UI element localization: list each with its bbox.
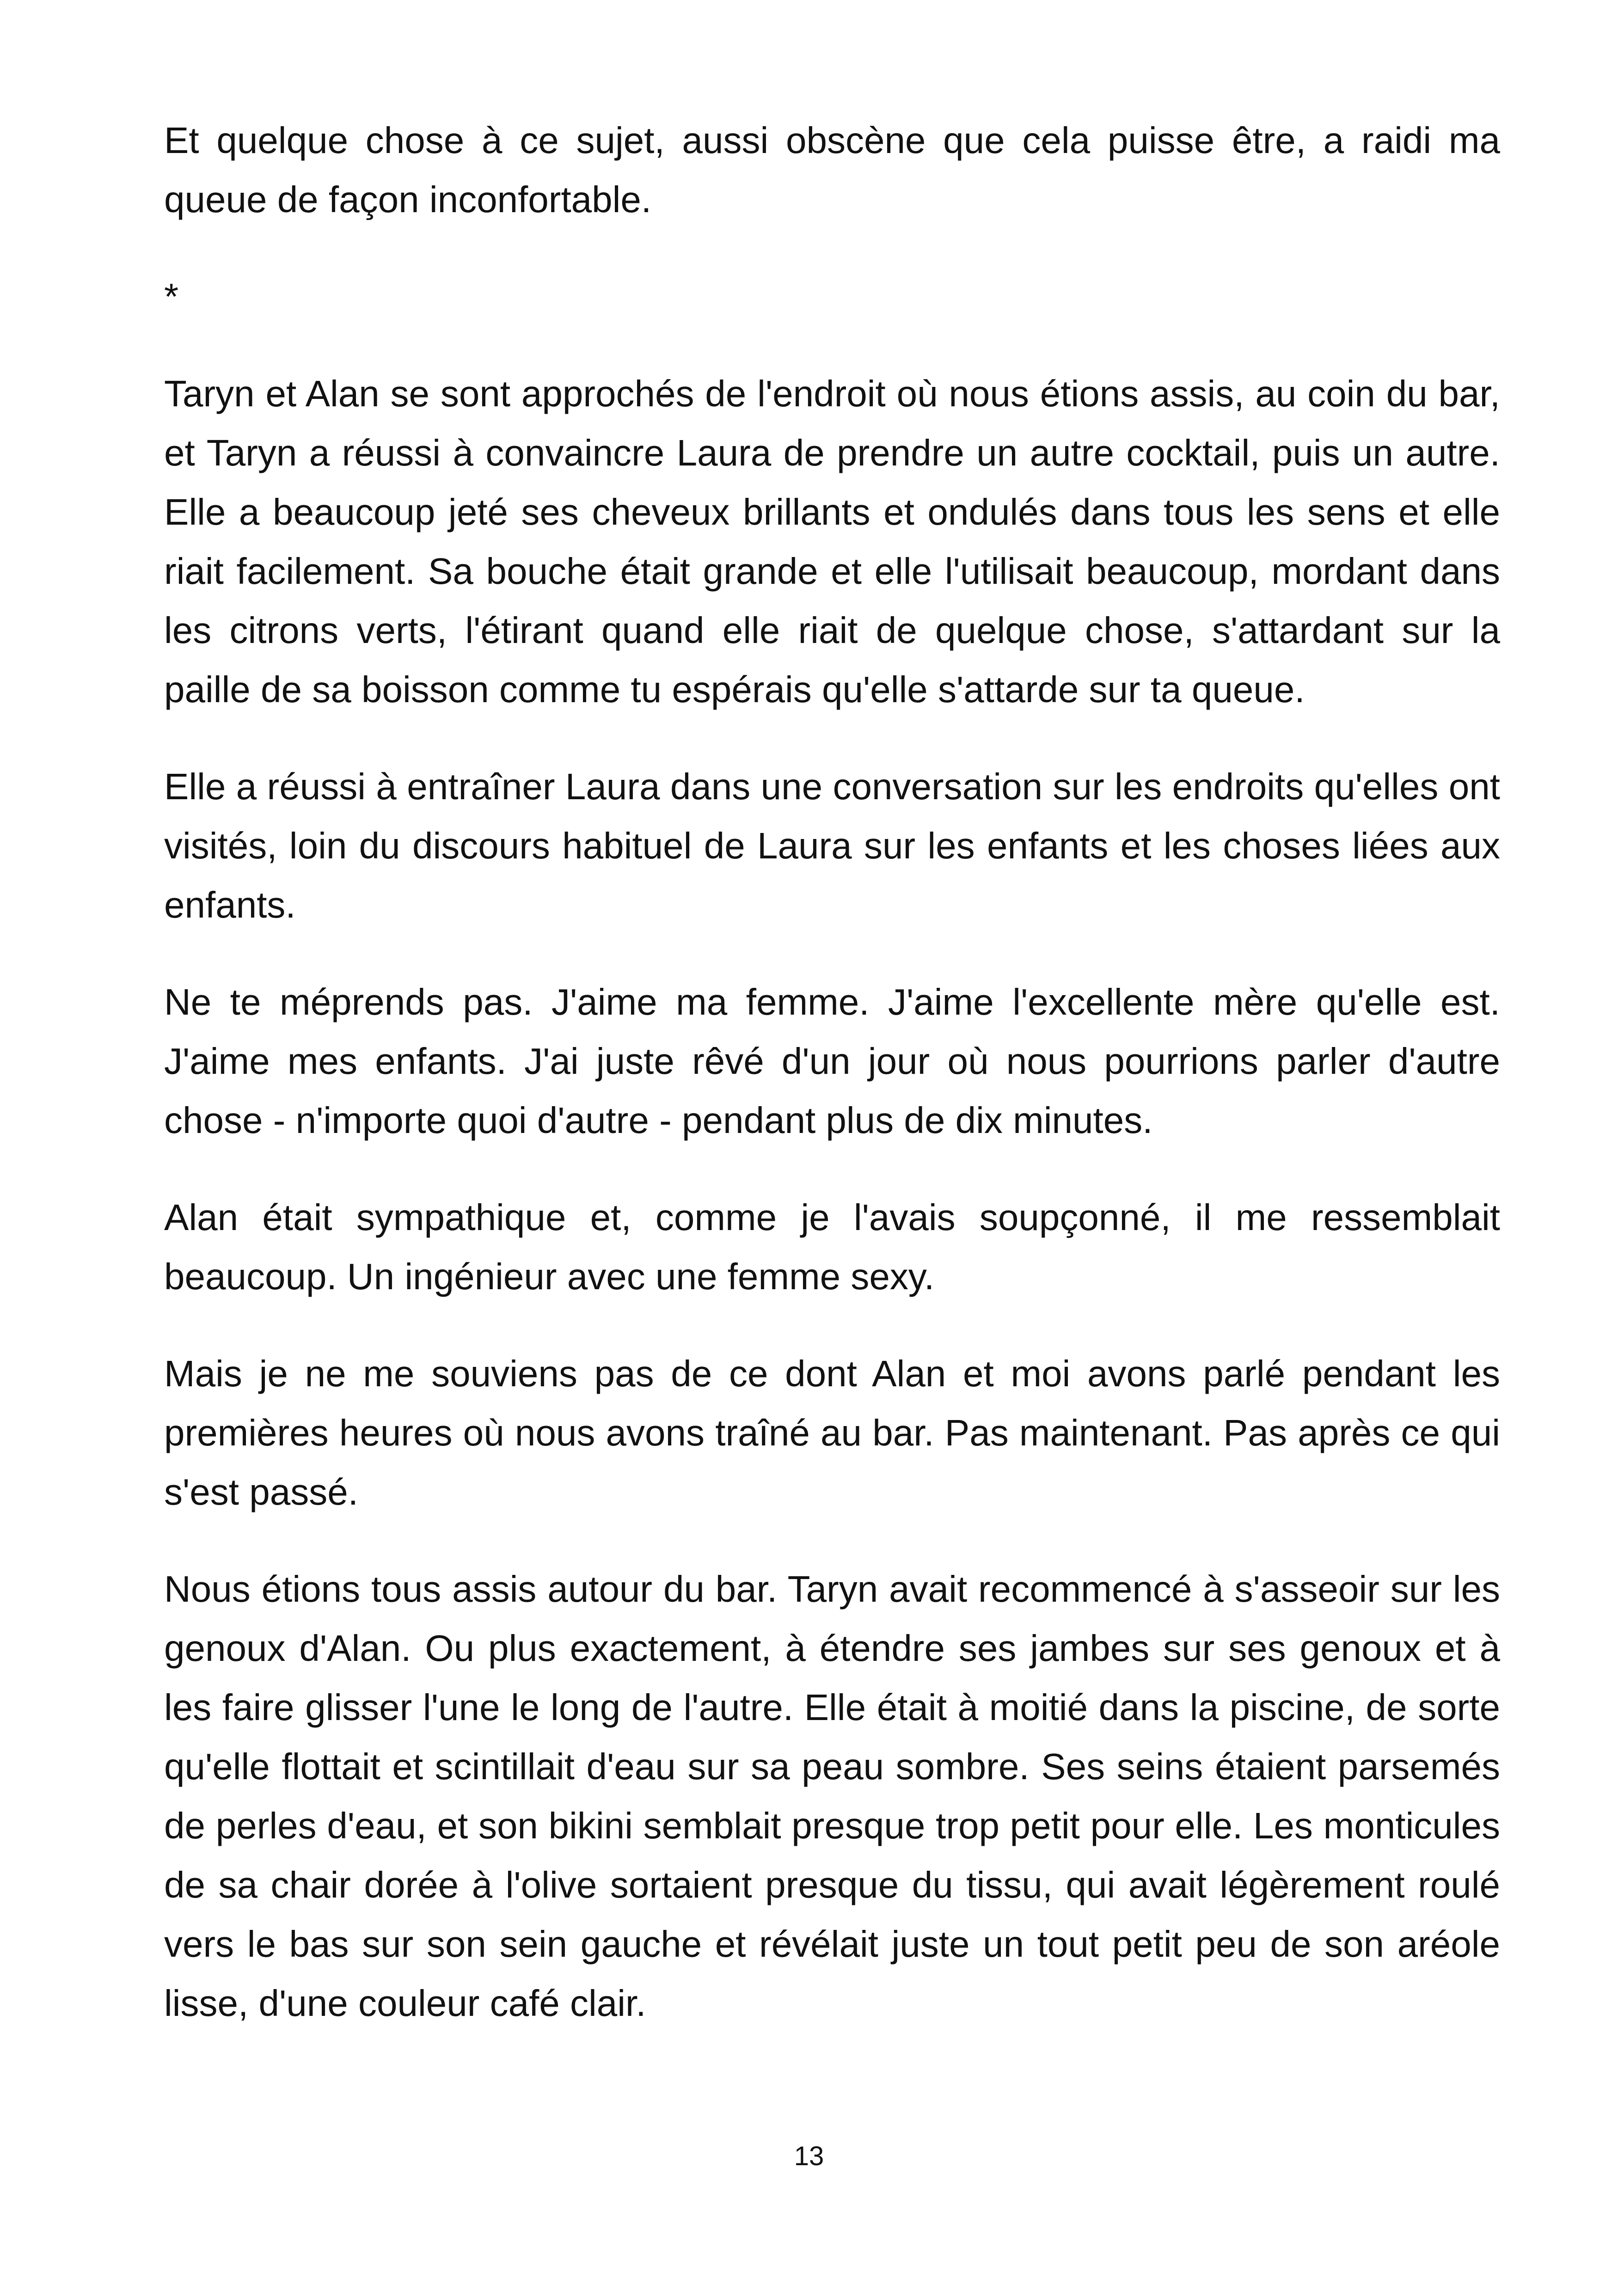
paragraph: Alan était sympathique et, comme je l'avais soupçonné, il me ressemblait beaucoup. Un ingénieur avec une femme sexy.	[164, 1197, 1500, 1297]
paragraph: Et quelque chose à ce sujet, aussi obscène que cela puisse être, a raidi ma queue de façon inconfortable.	[164, 120, 1500, 220]
paragraph: Elle a réussi à entraîner Laura dans une conversation sur les endroits qu'elles ont visités, loin du discours habituel de Laura sur les enfants et les choses liées aux enfants.	[164, 766, 1500, 925]
paragraph: Mais je ne me souviens pas de ce dont Alan et moi avons parlé pendant les premières heures où nous avons traîné au bar. Pas maintenant. Pas après ce qui s'est passé.	[164, 1353, 1500, 1512]
paragraph: Nous étions tous assis autour du bar. Taryn avait recommencé à s'asseoir sur les genoux d'Alan. Ou plus exactement, à étendre ses jambes sur ses genoux et à les faire glisser l'une le long de l'autre. Elle était à moitié dans la piscine, de sorte qu'elle flottait et scintillait d'eau sur sa peau sombre. Ses seins étaient parsemés de perles d'eau, et son bikini semblait presque trop petit pour elle. Les monticules de sa chair dorée à l'olive sortaient presque du tissu, qui avait légèrement roulé vers le bas sur son sein gauche et révélait juste un tout petit peu de son aréole lisse, d'une couleur café clair.	[164, 1568, 1500, 2024]
page-number: 13	[794, 2141, 824, 2171]
paragraph: Ne te méprends pas. J'aime ma femme. J'aime l'excellente mère qu'elle est. J'aime mes enfants. J'ai juste rêvé d'un jour où nous pourrions parler d'autre chose - n'importe quoi d'autre - pendant plus de dix minutes.	[164, 981, 1500, 1141]
paragraph: Taryn et Alan se sont approchés de l'endroit où nous étions assis, au coin du bar, et Taryn a réussi à convaincre Laura de prendre un autre cocktail, puis un autre. Elle a beaucoup jeté ses cheveux brillants et ondulés dans tous les sens et elle riait facilement. Sa bouche était grande et elle l'utilisait beaucoup, mordant dans les citrons verts, l'étirant quand elle riait de quelque chose, s'attardant sur la paille de sa boisson comme tu espérais qu'elle s'attarde sur ta queue.	[164, 373, 1500, 710]
scene-break: *	[164, 276, 179, 317]
document-page	[164, 111, 1500, 2071]
